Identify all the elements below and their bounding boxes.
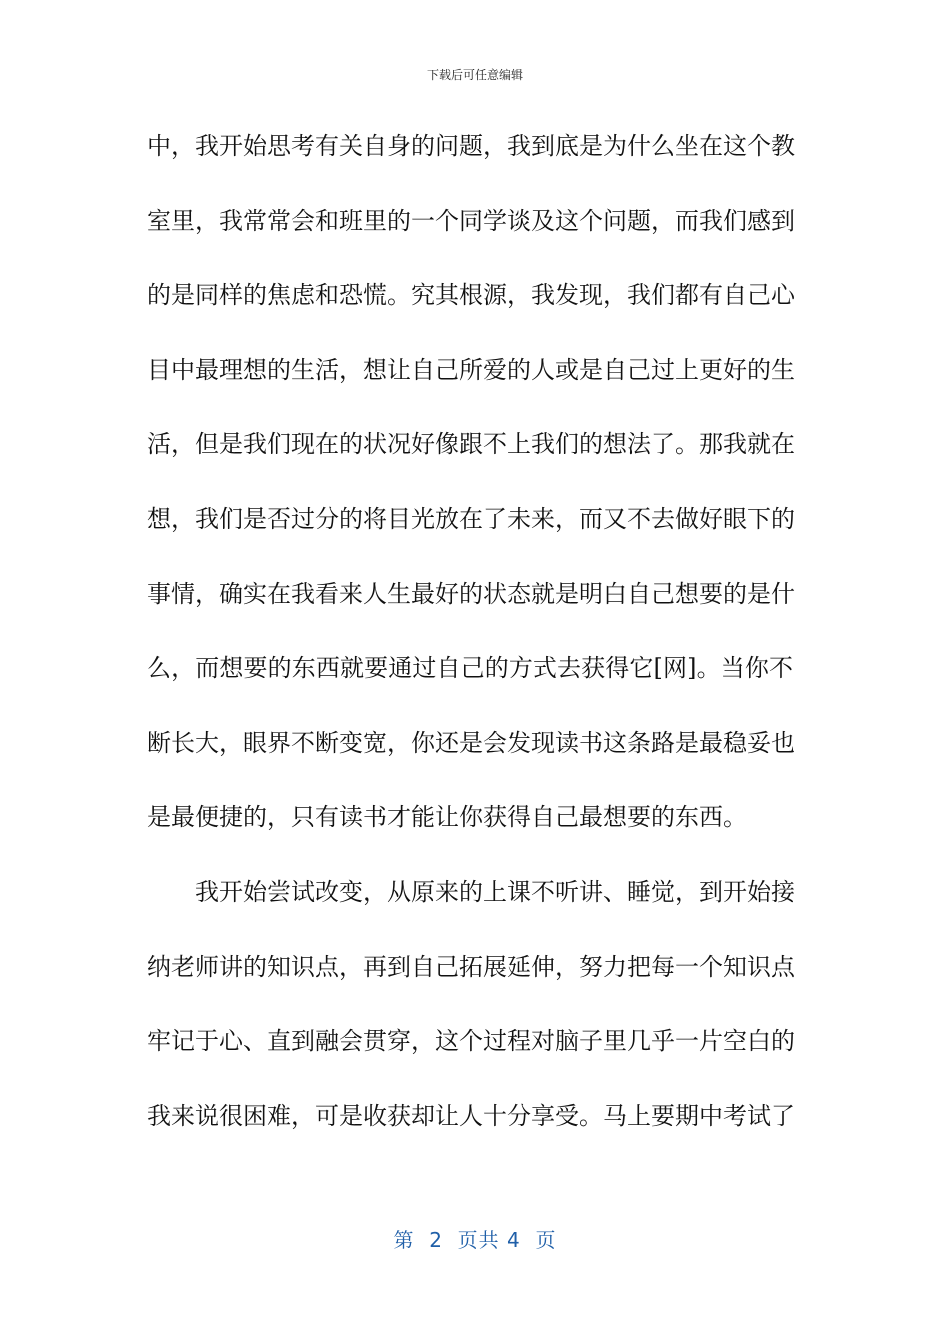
text-line: 活，但是我们现在的状况好像跟不上我们的想法了。那我就在 — [147, 430, 795, 459]
text-line: 的是同样的焦虑和恐慌。究其根源，我发现，我们都有自己心 — [147, 281, 795, 310]
text-line: 事情，确实在我看来人生最好的状态就是明白自己想要的是什 — [147, 579, 795, 608]
page-footer: 第 2 页共 4 页 — [393, 1228, 557, 1252]
text-line: 室里，我常常会和班里的一个同学谈及这个问题，而我们感到 — [147, 206, 795, 235]
text-line: 是最便捷的，只有读书才能让你获得自己最想要的东西。 — [147, 803, 747, 832]
text-line: 断长大，眼界不断变宽，你还是会发现读书这条路是最稳妥也 — [147, 728, 795, 757]
body-text — [147, 126, 793, 1170]
text-line: 想，我们是否过分的将目光放在了未来，而又不去做好眼下的 — [147, 504, 795, 533]
text-line: 么，而想要的东西就要通过自己的方式去获得它[网]。当你不 — [147, 654, 793, 683]
text-line: 我开始尝试改变，从原来的上课不听讲、睡觉，到开始接 — [195, 877, 795, 906]
page-header: 下载后可任意编辑 — [426, 68, 523, 82]
text-line: 纳老师讲的知识点，再到自己拓展延伸，努力把每一个知识点 — [147, 952, 795, 981]
text-line: 目中最理想的生活，想让自己所爱的人或是自己过上更好的生 — [147, 355, 795, 384]
text-line: 牢记于心、直到融会贯穿，这个过程对脑子里几乎一片空白的 — [147, 1027, 795, 1056]
text-line: 我来说很困难，可是收获却让人十分享受。马上要期中考试了 — [147, 1101, 795, 1130]
text-line: 中，我开始思考有关自身的问题，我到底是为什么坐在这个教 — [147, 132, 795, 160]
